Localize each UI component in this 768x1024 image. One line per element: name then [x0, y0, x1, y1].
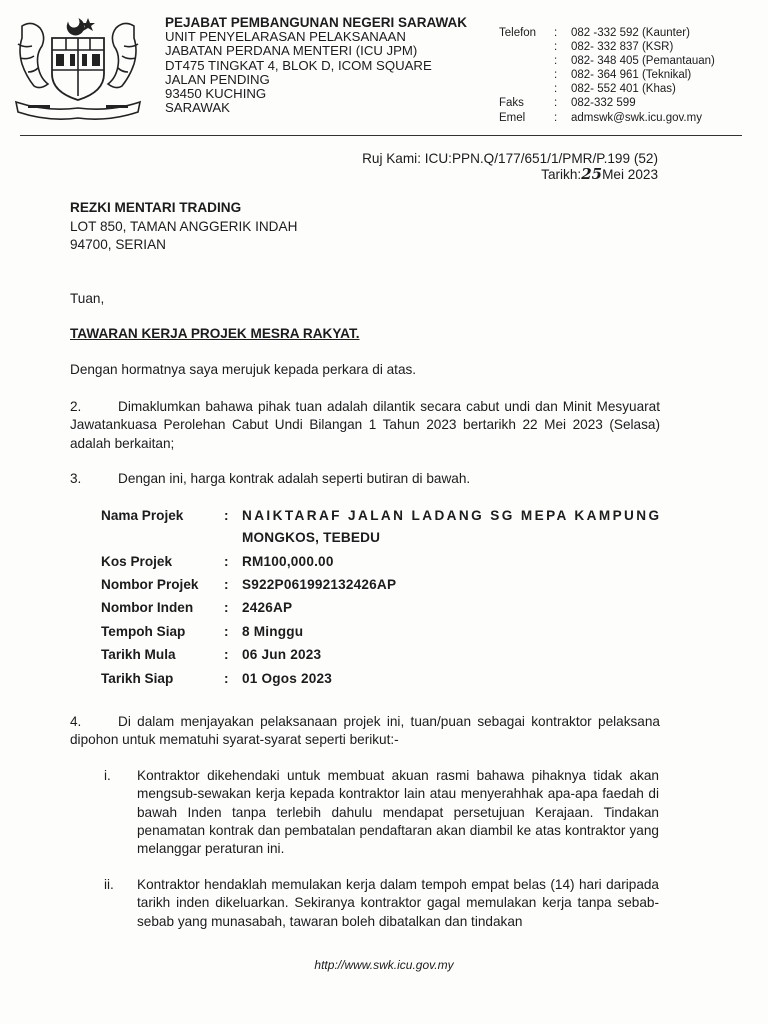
detail-label: Tempoh Siap: [101, 624, 186, 639]
detail-label: Nama Projek: [101, 508, 184, 523]
condition-i: Kontraktor dikehendaki untuk membuat akuan rasmi bahawa pihaknya tidak akan mengsub-sewakan kerja kepada kontraktor lain atau menyerahhak apa-apa faedah di bawah Inden tanpa terlebih dahulu mendapat persetujuan Kerajaan. Tindakan penamatan kontrak dan pembatalan pendaftaran akan diambil ke atas kontraktor yang melanggar peraturan ini.: [137, 768, 659, 857]
colon: :: [554, 83, 558, 96]
colon: :: [554, 41, 558, 54]
header-divider: [20, 135, 742, 136]
ruj-value: ICU:PPN.Q/177/651/1/PMR/P.199 (52): [424, 151, 658, 166]
handwritten-day: 25: [581, 164, 603, 183]
paragraph-number: 3.: [70, 471, 82, 486]
contact-colons: [554, 26, 557, 125]
address-line: JALAN PENDING: [165, 71, 270, 87]
detail-colon: :: [224, 554, 229, 569]
detail-value: S922P061992132426AP: [242, 577, 397, 592]
colon: :: [554, 55, 558, 68]
contact-labels: [499, 26, 536, 125]
detail-value: 8 Minggu: [242, 624, 304, 639]
letter-subject: TAWARAN KERJA PROJEK MESRA RAKYAT.: [70, 326, 360, 341]
recipient-address: [70, 199, 297, 255]
paragraph-3: Dengan ini, harga kontrak adalah seperti butiran di bawah.: [118, 471, 471, 486]
detail-colon: :: [224, 600, 229, 615]
detail-value: 01 Ogos 2023: [242, 671, 333, 686]
paragraph-2: Dimaklumkan bahawa pihak tuan adalah dilantik secara cabut undi dan Minit Mesyuarat Jawatankuasa Perolehan Cabut Undi Bilangan 1 Tahun 2023 bertarikh 22 Mei 2023 (Selasa) adalah berkaitan;: [70, 399, 660, 451]
detail-colon: :: [224, 577, 229, 592]
ruj-label: Ruj Kami:: [362, 151, 421, 166]
phone-khas: 082- 552 401 (Khas): [571, 83, 676, 96]
contact-values: [571, 26, 715, 125]
detail-label: Tarikh Siap: [101, 671, 174, 686]
letterhead-organisation: [165, 16, 467, 115]
contact-label-faks: Faks: [499, 97, 524, 110]
phone-pemantauan: 082- 348 405 (Pemantauan): [571, 55, 715, 68]
detail-value: 06 Jun 2023: [242, 647, 322, 662]
letter-date: [362, 164, 658, 183]
address-line: JABATAN PERDANA MENTERI (ICU JPM): [165, 43, 418, 59]
paragraph-number: 4.: [70, 714, 82, 729]
phone-kaunter: 082 -332 592 (Kaunter): [571, 27, 690, 39]
colon: :: [554, 97, 558, 110]
coat-of-arms-emblem: [8, 14, 148, 124]
organisation-name: PEJABAT PEMBANGUNAN NEGERI SARAWAK: [165, 15, 468, 30]
detail-value: MONGKOS, TEBEDU: [242, 530, 381, 545]
salutation: Tuan,: [70, 291, 105, 306]
detail-value: RM100,000.00: [242, 554, 334, 569]
detail-label: Tarikh Mula: [101, 647, 176, 662]
detail-value: 2426AP: [242, 600, 293, 615]
paragraph-number: 2.: [70, 399, 82, 414]
colon: :: [554, 69, 558, 82]
footer-website-link[interactable]: http://www.swk.icu.gov.my: [314, 958, 454, 972]
contact-label-emel: Emel: [499, 111, 526, 124]
condition-ii: Kontraktor hendaklah memulakan kerja dalam tempoh empat belas (14) hari daripada tarikh inden dikeluarkan. Sekiranya kontraktor gagal memulakan kerja tanpa sebab-sebab yang munasabah, tawaran boleh dibatalkan dan tindakan: [137, 877, 659, 929]
recipient-name: REZKI MENTARI TRADING: [70, 200, 242, 215]
detail-label: Kos Projek: [101, 554, 173, 569]
tarikh-label: Tarikh:: [541, 166, 582, 182]
address-line: SARAWAK: [165, 100, 230, 116]
reference-number: [362, 151, 658, 167]
email-address[interactable]: admswk@swk.icu.gov.my: [571, 111, 702, 124]
contact-label: [499, 54, 536, 68]
contact-label: [499, 68, 536, 82]
condition-number: i.: [104, 768, 111, 783]
address-line: 93450 KUCHING: [165, 86, 267, 102]
phone-teknikal: 082- 364 961 (Teknikal): [571, 69, 692, 82]
colon: :: [554, 111, 558, 124]
detail-colon: :: [224, 671, 229, 686]
detail-colon: :: [224, 624, 229, 639]
recipient-line: 94700, SERIAN: [70, 237, 166, 252]
detail-label: Nombor Inden: [101, 600, 194, 615]
fax-number: 082-332 599: [571, 97, 636, 110]
reference-block: [362, 151, 658, 182]
contact-label: [499, 82, 536, 96]
address-line: UNIT PENYELARASAN PELAKSANAAN: [165, 29, 406, 45]
detail-colon: :: [224, 508, 229, 523]
detail-colon: :: [224, 647, 229, 662]
colon: :: [554, 27, 558, 39]
address-line: DT475 TINGKAT 4, BLOK D, ICOM SQUARE: [165, 57, 432, 73]
contact-label-telefon: Telefon: [499, 27, 537, 39]
detail-label: Nombor Projek: [101, 577, 199, 592]
condition-number: ii.: [104, 877, 114, 892]
paragraph-4: Di dalam menjayakan pelaksanaan projek ini, tuan/puan sebagai kontraktor pelaksana dipohon untuk mematuhi syarat-syarat seperti berikut:-: [70, 714, 660, 748]
recipient-line: LOT 850, TAMAN ANGGERIK INDAH: [70, 218, 298, 234]
contact-label: [499, 40, 536, 54]
detail-value: NAIKTARAF JALAN LADANG SG MEPA KAMPUNG: [242, 508, 662, 523]
phone-ksr: 082- 332 837 (KSR): [571, 41, 674, 54]
tarikh-value: Mei 2023: [602, 166, 658, 182]
intro-paragraph: Dengan hormatnya saya merujuk kepada perkara di atas.: [70, 362, 417, 377]
